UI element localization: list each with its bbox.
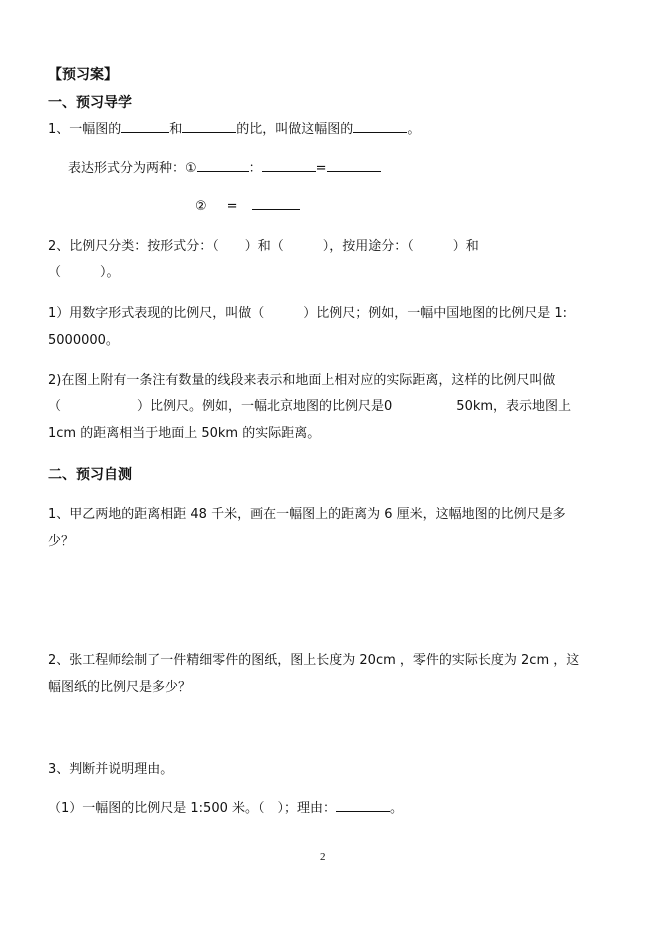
- forms-colon: ：: [248, 161, 262, 176]
- blank-1: [121, 120, 169, 133]
- test-question-3-sub-1: [48, 799, 403, 818]
- forms-equals-2: =: [226, 199, 238, 214]
- question-2-line-1: 2、比例尺分类：按形式分：（ ）和（ ），按用途分：（ ）和: [48, 239, 479, 254]
- test-question-1-line-1: 1、甲乙两地的距离相距 48 千米，画在一幅图上的距离为 6 厘米，这幅地图的比例尺是多: [48, 507, 566, 522]
- expression-forms: [68, 159, 381, 178]
- q1-prefix: 1、一幅图的: [48, 122, 122, 137]
- page-number: 2: [320, 851, 326, 863]
- numeric-scale-line-1: 1）用数字形式表现的比例尺，叫做（ ）比例尺；例如，一幅中国地图的比例尺是 1:: [48, 306, 568, 321]
- question-1: [48, 120, 420, 139]
- blank-7: [252, 197, 300, 210]
- blank-4: [197, 159, 249, 172]
- sub1-text: （1）一幅图的比例尺是 1:500 米。（ ）；理由：: [48, 801, 336, 816]
- q1-suffix: 。: [407, 122, 421, 137]
- blank-2: [182, 120, 236, 133]
- section-heading-preview-guide: 一、预习导学: [48, 95, 132, 111]
- line-scale-example-end: 50km，表示地图上: [456, 399, 572, 414]
- forms-label: 表达形式分为两种：①: [68, 161, 197, 176]
- numeric-scale-line-2: 5000000。: [48, 333, 119, 348]
- test-question-1-line-2: 少？: [48, 534, 75, 549]
- section-heading-self-test: 二、预习自测: [48, 467, 132, 483]
- blank-8: [336, 799, 390, 812]
- line-scale-example: ）比例尺。例如，一幅北京地图的比例尺是0: [137, 399, 393, 414]
- forms-equals: =: [315, 161, 327, 176]
- section-title: 【预习案】: [48, 67, 118, 83]
- test-question-2-line-2: 幅图纸的比例尺是多少？: [48, 680, 192, 695]
- blank-6: [327, 159, 381, 172]
- test-question-3: 3、判断并说明理由。: [48, 762, 174, 777]
- q1-mid2: 的比，叫做这幅图的: [236, 122, 354, 137]
- line-scale-line-3: 1cm 的距离相当于地面上 50km 的实际距离。: [48, 426, 321, 441]
- circle-2: ②: [195, 199, 207, 214]
- expression-form-2: [195, 197, 300, 216]
- test-question-2-line-1: 2、张工程师绘制了一件精细零件的图纸，图上长度为 20cm ，零件的实际长度为 2cm ，这: [48, 653, 580, 668]
- question-2-line-2: （ ）。: [48, 265, 120, 280]
- blank-3: [353, 120, 407, 133]
- sub1-suffix: 。: [390, 801, 404, 816]
- line-scale-paren-open: （: [48, 399, 62, 414]
- blank-5: [262, 159, 316, 172]
- q1-mid1: 和: [169, 122, 183, 137]
- line-scale-line-1: 2)在图上附有一条注有数量的线段来表示和地面上相对应的实际距离，这样的比例尺叫做: [48, 373, 556, 388]
- line-scale-line-2: [48, 398, 571, 416]
